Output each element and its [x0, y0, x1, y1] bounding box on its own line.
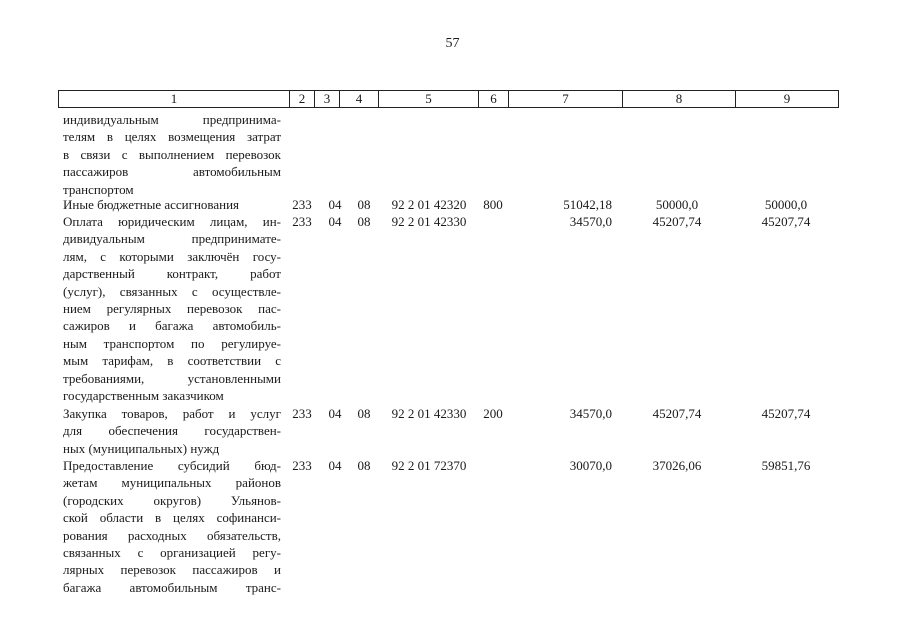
cell-col-2: 233 — [292, 197, 312, 212]
cell-col-7: 51042,18 — [563, 197, 612, 212]
row-description — [63, 405, 281, 457]
cell-col-4: 08 — [357, 458, 371, 473]
cell-col-9: 45207,74 — [761, 214, 811, 229]
description-line: лям, с которыми заключён госу- — [63, 248, 281, 264]
description-line: лярных перевозок пассажиров и — [63, 562, 281, 578]
description-line: ных (муниципальных) нужд — [63, 440, 220, 456]
description-line: дарственный контракт, работ — [63, 266, 281, 282]
description-line: требованиями, установленными — [63, 370, 281, 386]
row-description — [63, 213, 281, 404]
header-cell-3: 3 — [315, 91, 340, 107]
description-line: жетам муниципальных районов — [63, 475, 281, 491]
cell-col-8: 50000,0 — [655, 197, 699, 212]
cell-col-9: 50000,0 — [764, 197, 808, 212]
description-line: нием регулярных перевозок пас- — [63, 301, 281, 317]
description-line: дивидуальным предпринимате- — [63, 231, 281, 247]
row-description — [63, 457, 281, 596]
cell-col-7: 34570,0 — [569, 214, 612, 229]
cell-col-7: 34570,0 — [569, 406, 612, 421]
row-description — [63, 196, 281, 213]
header-cell-8: 8 — [623, 91, 736, 107]
cell-col-2: 233 — [292, 214, 312, 229]
description-line: телям в целях возмещения затрат — [63, 129, 281, 145]
cell-col-9: 45207,74 — [761, 406, 811, 421]
cell-col-3: 04 — [328, 458, 342, 473]
description-line: сажиров и багажа автомобиль- — [63, 318, 281, 334]
header-cell-1: 1 — [59, 91, 290, 107]
cell-col-4: 08 — [357, 197, 371, 212]
description-line: (услуг), связанных с осуществле- — [63, 283, 281, 299]
cell-col-5: 92 2 01 42330 — [391, 214, 467, 229]
cell-col-2: 233 — [292, 458, 312, 473]
description-line: в связи с выполнением перевозок — [63, 146, 281, 162]
description-line: Иные бюджетные ассигнования — [63, 197, 240, 212]
cell-col-6: 200 — [483, 406, 503, 421]
description-line: мым тарифам, в соответствии с — [63, 353, 281, 369]
header-cell-2: 2 — [290, 91, 315, 107]
description-line: ным транспортом по регулируе- — [63, 335, 281, 351]
header-cell-5: 5 — [379, 91, 479, 107]
description-line: пассажиров автомобильным — [63, 164, 281, 180]
description-line: транспортом — [63, 181, 134, 197]
cell-col-3: 04 — [328, 406, 342, 421]
description-line: индивидуальным предпринима- — [63, 112, 281, 127]
header-cell-4: 4 — [340, 91, 379, 107]
cell-col-3: 04 — [328, 197, 342, 212]
description-line: связанных с организацией регу- — [63, 545, 281, 561]
description-line: (городских округов) Ульянов- — [63, 492, 281, 508]
description-line: Закупка товаров, работ и услуг — [63, 406, 281, 421]
header-cell-6: 6 — [479, 91, 509, 107]
row-description — [63, 111, 281, 198]
cell-col-7: 30070,0 — [569, 458, 612, 473]
cell-col-4: 08 — [357, 214, 371, 229]
cell-col-5: 92 2 01 72370 — [391, 458, 467, 473]
description-line: рования расходных обязательств, — [63, 527, 281, 543]
cell-col-3: 04 — [328, 214, 342, 229]
description-line: для обеспечения государствен- — [63, 423, 281, 439]
header-cell-7: 7 — [509, 91, 623, 107]
cell-col-5: 92 2 01 42330 — [391, 406, 467, 421]
cell-col-2: 233 — [292, 406, 312, 421]
cell-col-8: 37026,06 — [652, 458, 702, 473]
description-line: государственным заказчиком — [63, 388, 224, 404]
cell-col-8: 45207,74 — [652, 214, 702, 229]
description-line: ской области в целях софинанси- — [63, 510, 281, 526]
description-line: Оплата юридическим лицам, ин- — [63, 214, 281, 229]
cell-col-6: 800 — [483, 197, 503, 212]
cell-col-9: 59851,76 — [761, 458, 811, 473]
description-line: багажа автомобильным транс- — [63, 579, 281, 595]
cell-col-4: 08 — [357, 406, 371, 421]
header-cell-9: 9 — [783, 91, 791, 106]
cell-col-5: 92 2 01 42320 — [391, 197, 467, 212]
cell-col-8: 45207,74 — [652, 406, 702, 421]
description-line: Предоставление субсидий бюд- — [63, 458, 281, 473]
page-number: 57 — [445, 36, 460, 51]
